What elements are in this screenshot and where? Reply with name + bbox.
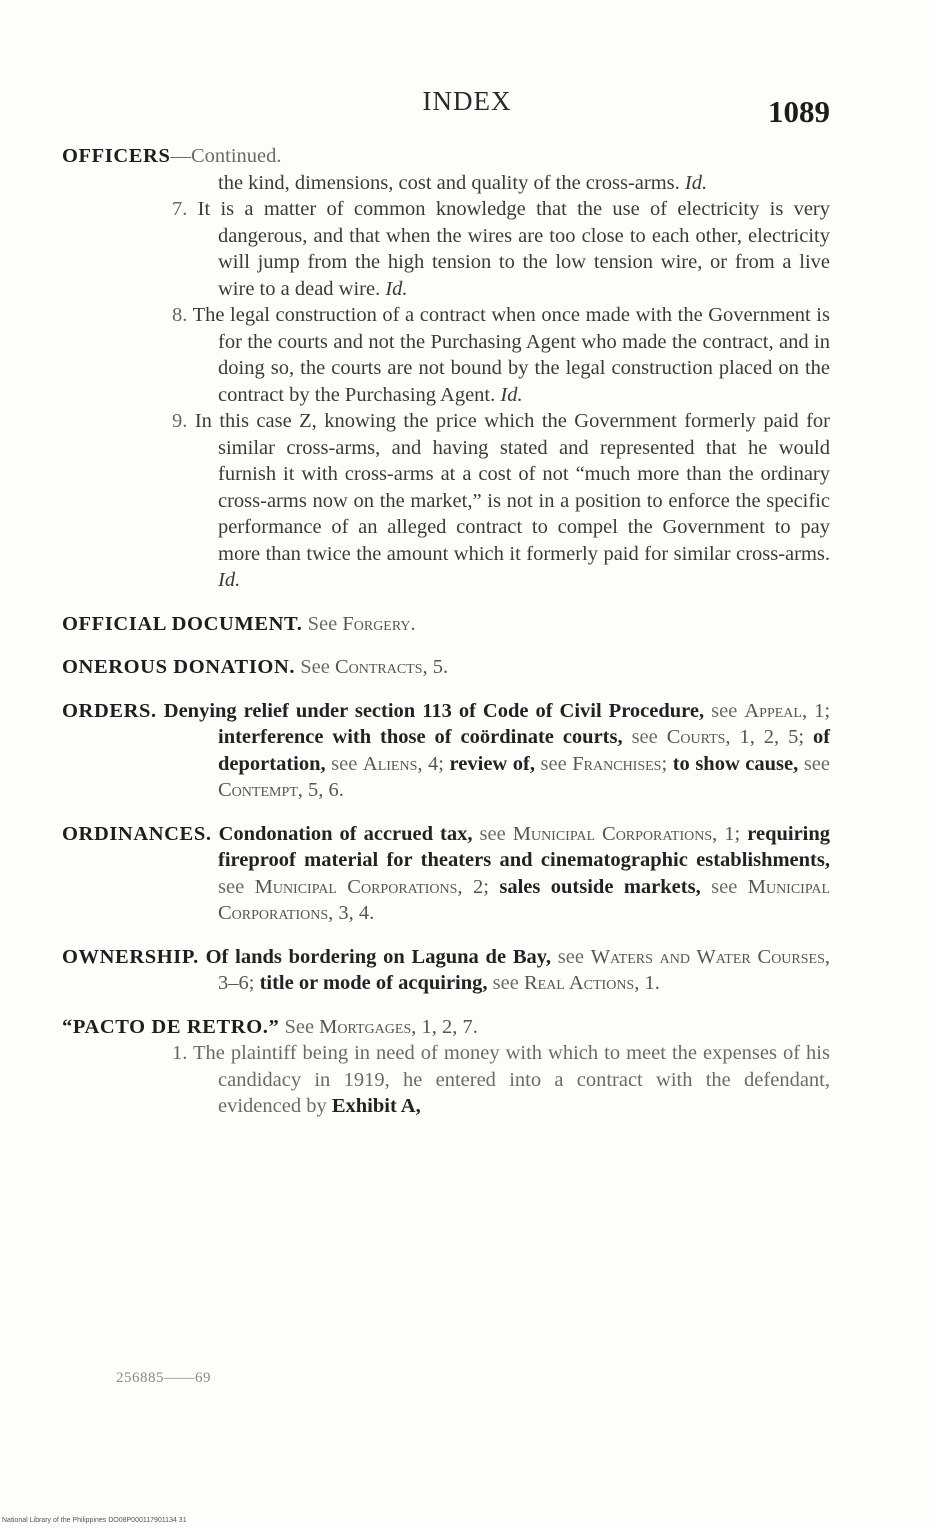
entry-ownership: OWNERSHIP. Of lands bordering on Laguna de Bay, see Waters and Water Courses, 3–6; title or mode of acquiring, see Real Actions, 1. bbox=[62, 945, 830, 994]
page-number: 1089 bbox=[768, 94, 830, 129]
scan-caption: National Library of the Philippines DO08P000117901134 31 bbox=[2, 1517, 187, 1524]
see-label: See bbox=[300, 656, 330, 678]
list-item-9 bbox=[62, 408, 830, 594]
item-text: In this case Z, knowing the price which the Government formerly paid for similar cross-arms, and having stated and represented that he would furnish it with cross-arms at a cost of not “much more than the ordinary cross-arms now on the market,” is not in a position to enforce the specific performance of an alleged contract to compel the Government to pay more than twice the amount which it formerly paid for similar cross-arms. bbox=[194, 410, 831, 565]
cross-reference: Courts, 1, 2, 5; bbox=[666, 726, 805, 748]
cross-reference: Municipal Corporations, 3, 4. bbox=[218, 875, 831, 924]
entry-heading: OFFICERS bbox=[62, 145, 171, 167]
exhibit-reference: Exhibit A, bbox=[331, 1095, 421, 1117]
item-text: It is a matter of common knowledge that the use of electricity is very dangerous, and that when the wires are too close to each other, electricity will jump from the high tension to the low tension wire, or from a live wire to a dead wire. bbox=[197, 198, 830, 300]
cross-reference: Municipal Corporations, 2; bbox=[254, 875, 489, 898]
list-item-7 bbox=[62, 196, 830, 302]
index-content bbox=[62, 143, 830, 1137]
cross-reference: Forgery. bbox=[342, 612, 416, 635]
cross-reference: Real Actions, 1. bbox=[523, 972, 660, 994]
entry-orders: ORDERS. Denying relief under section 113 of Code of Civil Procedure, see Appeal, 1; interference with those of coördinate courts, see Courts, 1, 2, 5; of deportation, see Aliens, 4; review of, see Franchises; to show cause, see Contempt, 5, 6. bbox=[62, 699, 831, 801]
citation-id: Id. bbox=[385, 277, 408, 300]
cross-reference: Mortgages, 1, 2, 7. bbox=[319, 1015, 478, 1038]
item-text: The plaintiff being in need of money with which to meet the expenses of his candidacy in 1919, he entered into a contract with the defendant, evidenced by bbox=[193, 1042, 830, 1117]
entry-heading: OFFICIAL DOCUMENT. bbox=[62, 612, 303, 635]
entry-pacto-de-retro bbox=[62, 1014, 830, 1120]
cross-reference: Franchises; bbox=[572, 752, 668, 775]
cross-reference: Contempt, 5, 6. bbox=[218, 779, 344, 801]
cross-reference: Appeal, 1; bbox=[744, 699, 831, 722]
see-label: See bbox=[307, 612, 338, 635]
cross-reference: Municipal Corporations, 1; bbox=[512, 822, 741, 845]
item-text: The legal construction of a contract when once made with the Government is for the courts and not the Purchasing Agent who made the contract, and in doing so, the courts are not bound by the legal construction placed on the contract by the Purchasing Agent. bbox=[192, 304, 830, 406]
running-head: INDEX bbox=[422, 86, 512, 116]
see-label: See bbox=[284, 1015, 315, 1038]
entry-heading: ORDERS. bbox=[62, 699, 157, 722]
entry-onerous-donation bbox=[62, 654, 830, 681]
citation-id: Id. bbox=[500, 383, 523, 406]
item-number: 7. bbox=[172, 198, 188, 220]
carryover-text: the kind, dimensions, cost and quality of the cross-arms. Id. bbox=[218, 171, 708, 194]
entry-official-document bbox=[62, 611, 830, 638]
list-item-1 bbox=[62, 1040, 830, 1120]
entry-pacto-heading-line bbox=[62, 1014, 830, 1041]
signature-mark: 256885——69 bbox=[116, 1370, 211, 1386]
item-number: 8. bbox=[172, 304, 188, 326]
entry-heading: ONEROUS DONATION. bbox=[62, 656, 296, 678]
cross-reference: Waters and Water Courses, 3–6; bbox=[218, 945, 830, 994]
cross-reference: Contracts, 5. bbox=[334, 656, 449, 678]
entry-officers-heading-line bbox=[62, 143, 830, 170]
entry-officers bbox=[62, 143, 830, 594]
entry-heading: ORDINANCES. bbox=[62, 822, 212, 845]
item-number: 1. bbox=[172, 1042, 188, 1064]
continued-label: —Continued. bbox=[170, 145, 282, 167]
citation-id: Id. bbox=[684, 171, 708, 194]
entry-heading: OWNERSHIP. bbox=[62, 945, 199, 968]
entry-ordinances: ORDINANCES. Condonation of accrued tax, see Municipal Corporations, 1; requiring fireproof material for theaters and cinematographic establishments, see Municipal Corporations, 2; sales outside markets, see Municipal Corporations, 3, 4. bbox=[62, 822, 831, 924]
entry-heading: “PACTO DE RETRO.” bbox=[62, 1015, 280, 1038]
list-item-8 bbox=[62, 302, 830, 408]
item-number: 9. bbox=[172, 410, 188, 432]
citation-id: Id. bbox=[218, 569, 241, 591]
cross-reference: Aliens, 4; bbox=[362, 752, 444, 775]
